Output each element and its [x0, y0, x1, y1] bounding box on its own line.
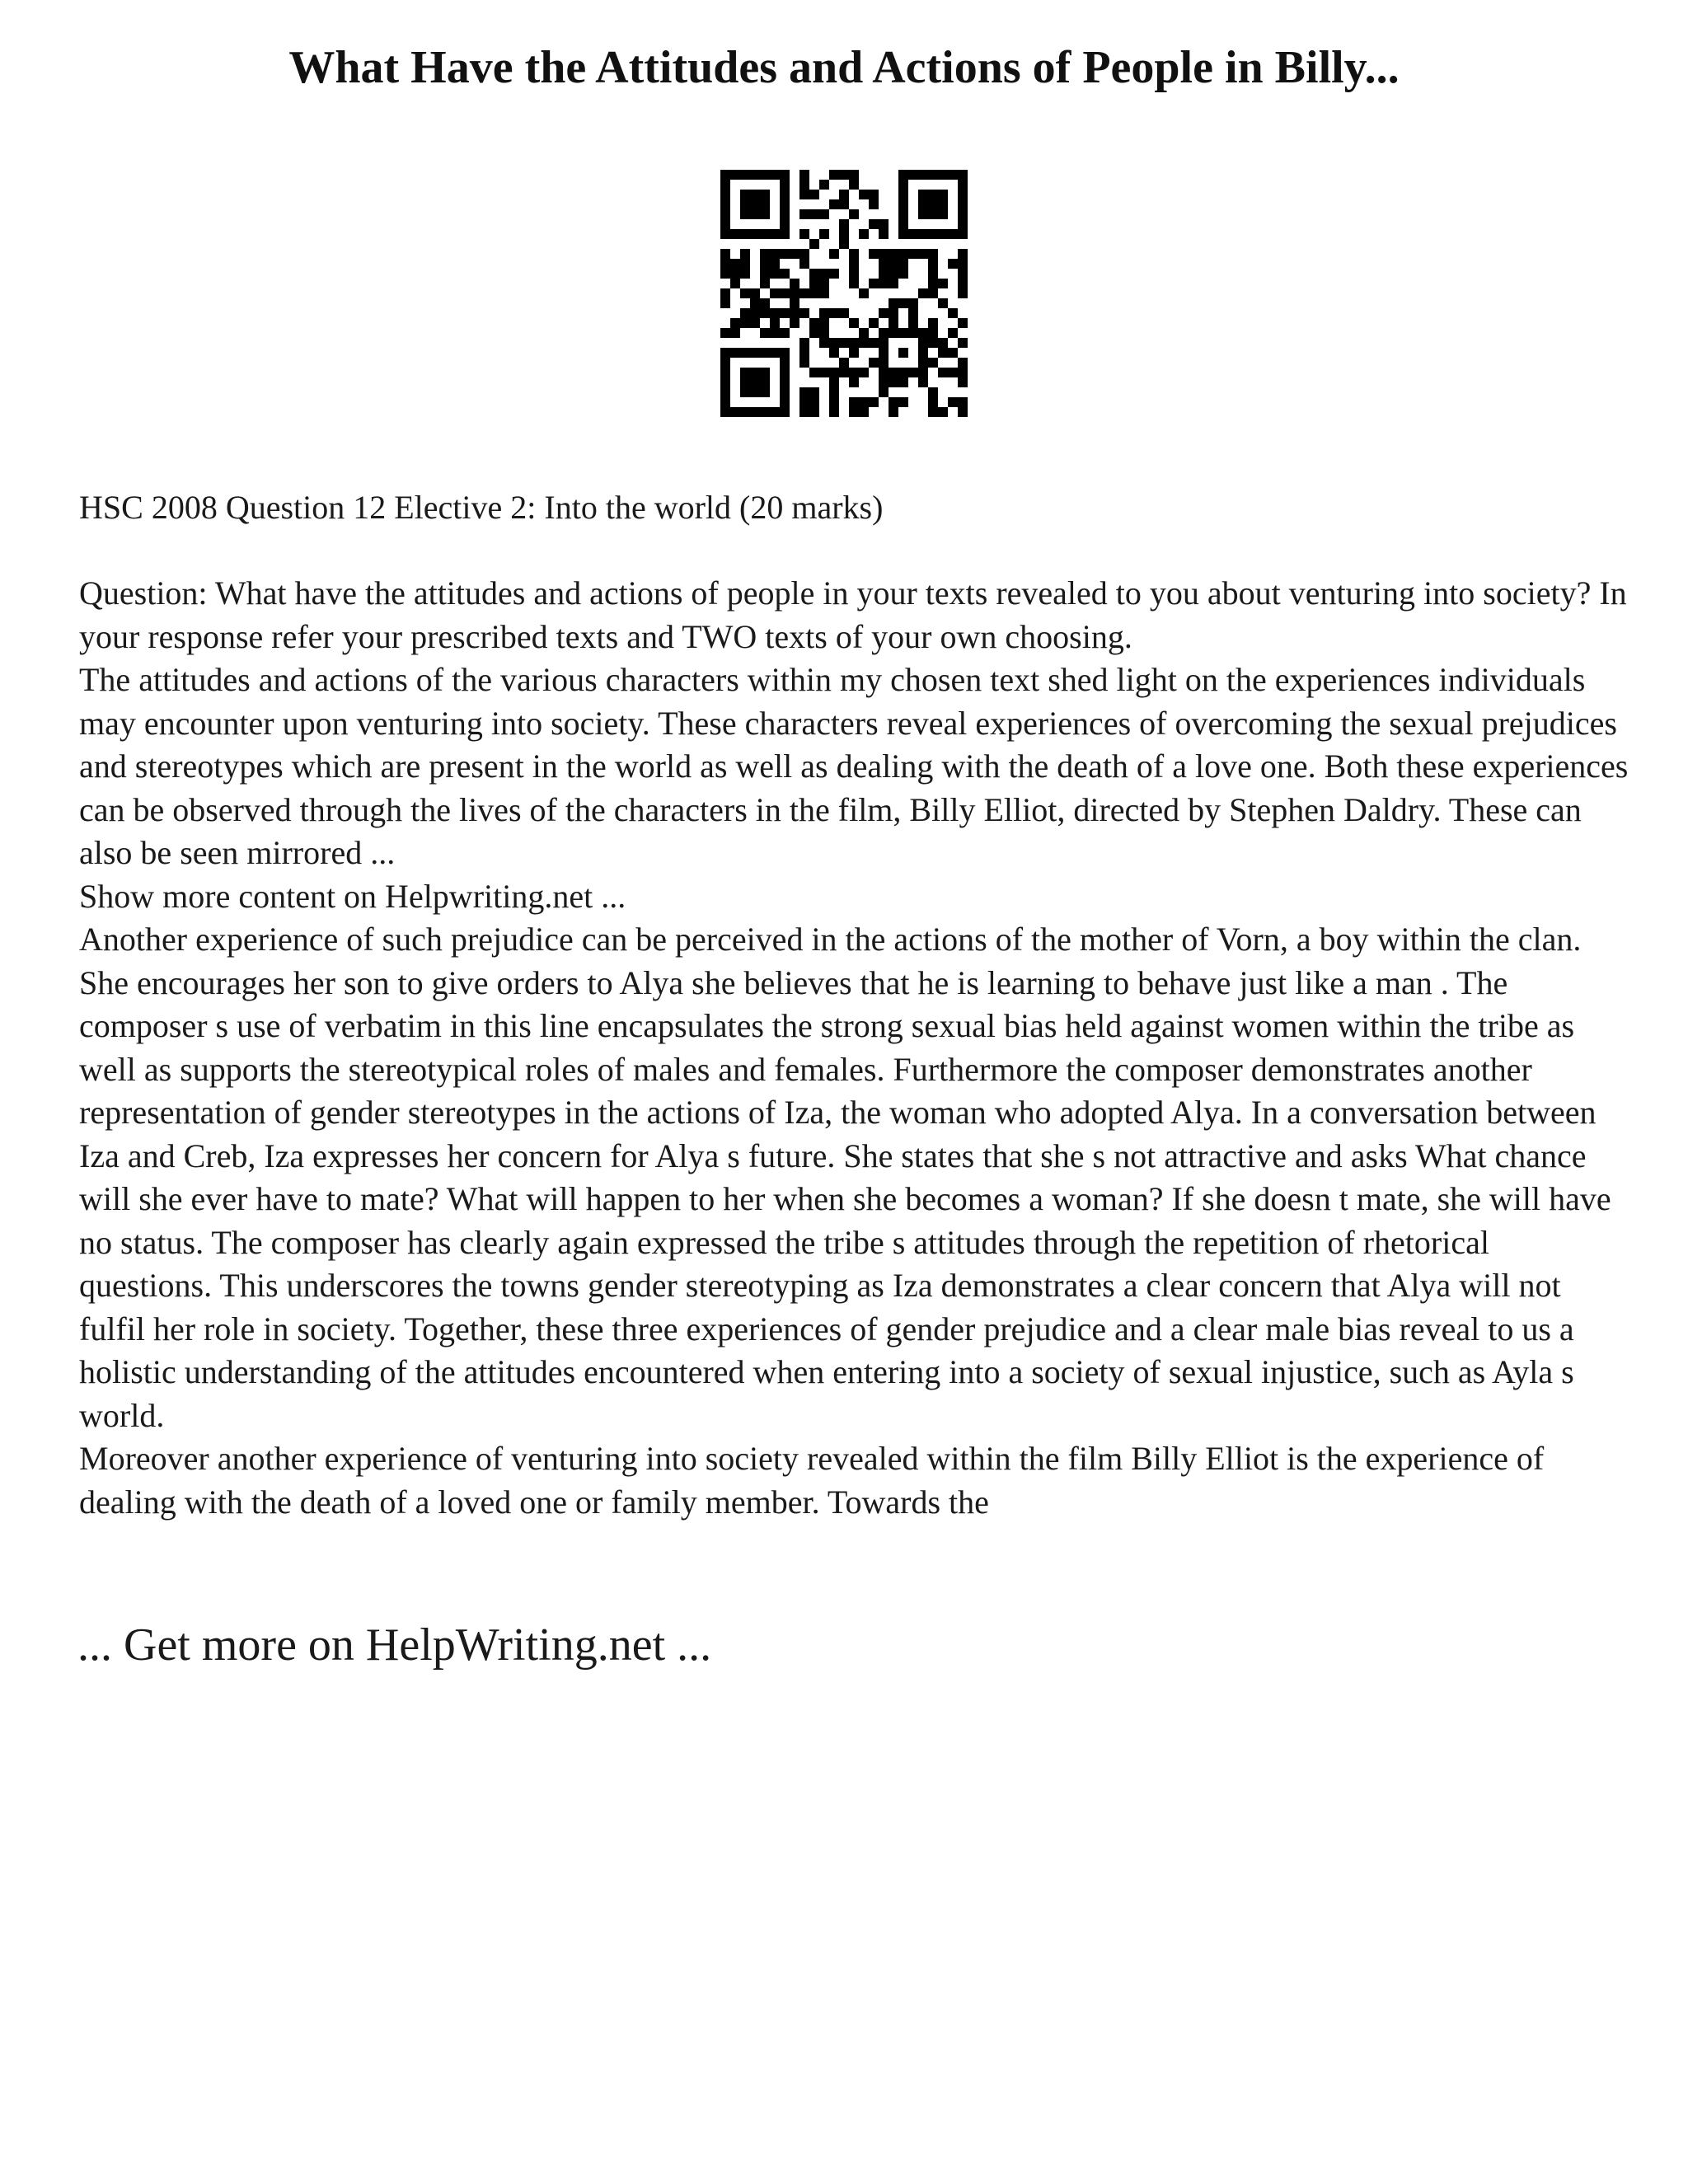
show-more-link[interactable]: Show more content on Helpwriting.net ...: [79, 877, 626, 915]
question-paragraph: Question: What have the attitudes and actions of people in your texts revealed to you about venturing into society? In your response refer your prescribed texts and TWO texts of your own choosing.: [79, 574, 1627, 655]
question-heading: HSC 2008 Question 12 Elective 2: Into the world (20 marks): [79, 489, 884, 526]
qr-code-icon: [720, 170, 968, 417]
essay-body: [79, 572, 1629, 1524]
intro-paragraph: The attitudes and actions of the various characters within my chosen text shed light on the experiences individuals may encounter upon venturing into society. These characters reveal experiences of overcoming the sexual prejudices and stereotypes which are present in the world as well as dealing with the death of a love one. Both these experiences can be observed through the lives of the characters in the film, Billy Elliot, directed by Stephen Daldry. These can also be seen mirrored ...: [79, 661, 1629, 871]
prejudice-paragraph: Another experience of such prejudice can be perceived in the actions of the mother of Vorn, a boy within the clan. She encourages her son to give orders to Alya she believes that he is learning to behave just like a man . The composer s use of verbatim in this line encapsulates the strong sexual bias held against women within the tribe as well as supports the stereotypical roles of males and females. Furthermore the composer demonstrates another representation of gender stereotypes in the actions of Iza, the woman who adopted Alya. In a conversation between Iza and Creb, Iza expresses her concern for Alya s future. She states that she s not attractive and asks What chance will she ever have to mate? What will happen to her when she becomes a woman? If she doesn t mate, she will have no status. The composer has clearly again expressed the tribe s attitudes through the repetition of rhetorical questions. This underscores the towns gender stereotyping as Iza demonstrates a clear concern that Alya will not fulfil her role in society. Together, these three experiences of gender prejudice and a clear male bias reveal to us a holistic understanding of the attitudes encountered when entering into a society of sexual injustice, such as Ayla s world.: [79, 921, 1611, 1434]
death-paragraph: Moreover another experience of venturing into society revealed within the film Billy Elliot is the experience of dealing with the death of a loved one or family member. Towards the: [79, 1440, 1545, 1521]
document-title: What Have the Attitudes and Actions of People in Billy...: [288, 42, 1400, 93]
get-more-link[interactable]: ... Get more on HelpWriting.net ...: [77, 1619, 712, 1671]
